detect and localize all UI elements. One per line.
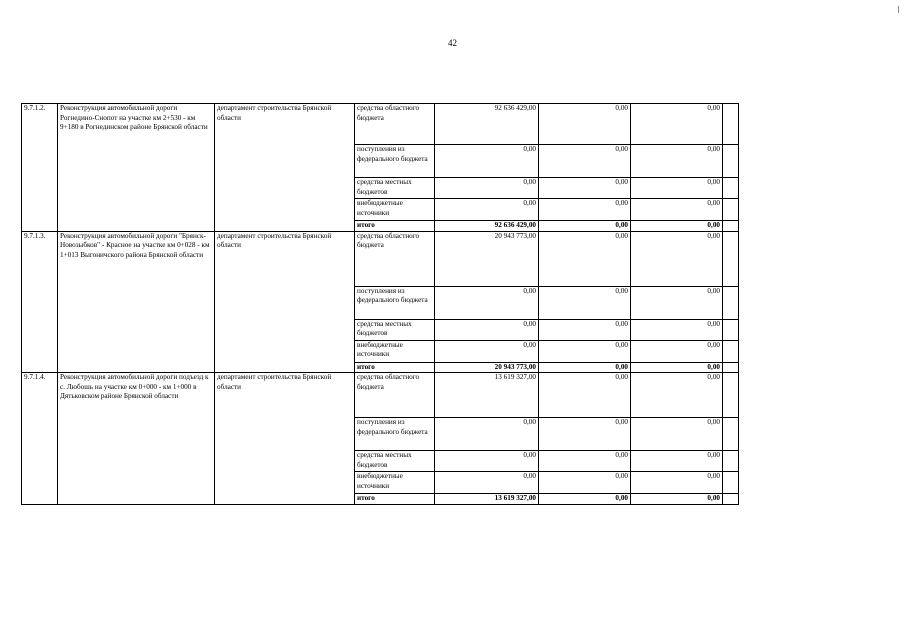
value-cell: 92 636 429,00: [435, 104, 539, 145]
value-cell: 0,00: [539, 286, 631, 319]
value-cell: 0,00: [631, 373, 723, 418]
project-department: департамент строительства Брянской области: [215, 373, 355, 505]
empty-cell: [723, 451, 739, 472]
source-label: средства областного бюджета: [355, 373, 435, 418]
value-cell: 0,00: [631, 231, 723, 286]
value-cell: 0,00: [631, 178, 723, 199]
value-cell: 0,00: [631, 472, 723, 494]
value-cell: 0,00: [539, 319, 631, 340]
value-cell: 13 619 327,00: [435, 494, 539, 505]
value-cell: 0,00: [435, 319, 539, 340]
value-cell: 0,00: [539, 362, 631, 373]
value-cell: 0,00: [631, 362, 723, 373]
value-cell: 0,00: [539, 104, 631, 145]
value-cell: 0,00: [539, 178, 631, 199]
value-cell: 0,00: [539, 199, 631, 221]
empty-cell: [723, 319, 739, 340]
empty-cell: [723, 104, 739, 145]
project-name: Реконструкция автомобильной дороги "Брянск-Новозыбков" - Красное на участке км 0+028 - км 1+013 Выгоничского района Брянской области: [58, 231, 215, 373]
value-cell: 0,00: [435, 472, 539, 494]
empty-cell: [723, 286, 739, 319]
value-cell: 0,00: [435, 418, 539, 451]
value-cell: 0,00: [435, 451, 539, 472]
value-cell: 0,00: [631, 494, 723, 505]
table-row: [22, 104, 739, 145]
value-cell: 0,00: [539, 145, 631, 178]
value-cell: 0,00: [539, 418, 631, 451]
source-label: средства местных бюджетов: [355, 451, 435, 472]
source-label: внебюджетные источники: [355, 472, 435, 494]
value-cell: 0,00: [631, 319, 723, 340]
value-cell: 13 619 327,00: [435, 373, 539, 418]
value-cell: 0,00: [539, 373, 631, 418]
source-label: итого: [355, 494, 435, 505]
value-cell: 0,00: [631, 199, 723, 221]
value-cell: 0,00: [435, 340, 539, 362]
source-label: поступления из федерального бюджета: [355, 418, 435, 451]
source-label: внебюджетные источники: [355, 199, 435, 221]
value-cell: 0,00: [435, 199, 539, 221]
value-cell: 0,00: [435, 178, 539, 199]
source-label: итого: [355, 362, 435, 373]
empty-cell: [723, 231, 739, 286]
table-row: [22, 373, 739, 418]
value-cell: 0,00: [631, 221, 723, 232]
value-cell: 0,00: [631, 451, 723, 472]
source-label: итого: [355, 221, 435, 232]
project-department: департамент строительства Брянской области: [215, 231, 355, 373]
value-cell: 0,00: [631, 418, 723, 451]
source-label: средства местных бюджетов: [355, 319, 435, 340]
value-cell: 0,00: [539, 340, 631, 362]
empty-cell: [723, 340, 739, 362]
scan-edge-mark: [898, 6, 899, 13]
project-code: 9.7.1.4.: [22, 373, 58, 505]
value-cell: 0,00: [631, 104, 723, 145]
project-code: 9.7.1.2.: [22, 104, 58, 232]
value-cell: 0,00: [631, 145, 723, 178]
empty-cell: [723, 178, 739, 199]
project-code: 9.7.1.3.: [22, 231, 58, 373]
value-cell: 0,00: [435, 145, 539, 178]
budget-table: [21, 103, 739, 505]
source-label: средства местных бюджетов: [355, 178, 435, 199]
source-label: поступления из федерального бюджета: [355, 286, 435, 319]
source-label: внебюджетные источники: [355, 340, 435, 362]
empty-cell: [723, 373, 739, 418]
project-name: Реконструкция автомобильной дороги подъезд к с. Любошь на участке км 0+000 - км 1+000 в Дятьковском районе Брянской области: [58, 373, 215, 505]
value-cell: 20 943 773,00: [435, 231, 539, 286]
value-cell: 0,00: [631, 286, 723, 319]
source-label: поступления из федерального бюджета: [355, 145, 435, 178]
value-cell: 20 943 773,00: [435, 362, 539, 373]
source-label: средства областного бюджета: [355, 231, 435, 286]
empty-cell: [723, 418, 739, 451]
project-name: Реконструкция автомобильной дороги Рогнедино-Снопот на участке км 2+530 - км 9+180 в Рогнединском районе Брянской области: [58, 104, 215, 232]
value-cell: 0,00: [631, 340, 723, 362]
empty-cell: [723, 494, 739, 505]
source-label: средства областного бюджета: [355, 104, 435, 145]
value-cell: 0,00: [539, 231, 631, 286]
table-row: [22, 231, 739, 286]
empty-cell: [723, 472, 739, 494]
value-cell: 0,00: [539, 221, 631, 232]
value-cell: 0,00: [539, 451, 631, 472]
value-cell: 92 636 429,00: [435, 221, 539, 232]
empty-cell: [723, 145, 739, 178]
value-cell: 0,00: [539, 472, 631, 494]
value-cell: 0,00: [435, 286, 539, 319]
value-cell: 0,00: [539, 494, 631, 505]
page-number: 42: [448, 38, 457, 48]
empty-cell: [723, 199, 739, 221]
empty-cell: [723, 221, 739, 232]
empty-cell: [723, 362, 739, 373]
project-department: департамент строительства Брянской области: [215, 104, 355, 232]
